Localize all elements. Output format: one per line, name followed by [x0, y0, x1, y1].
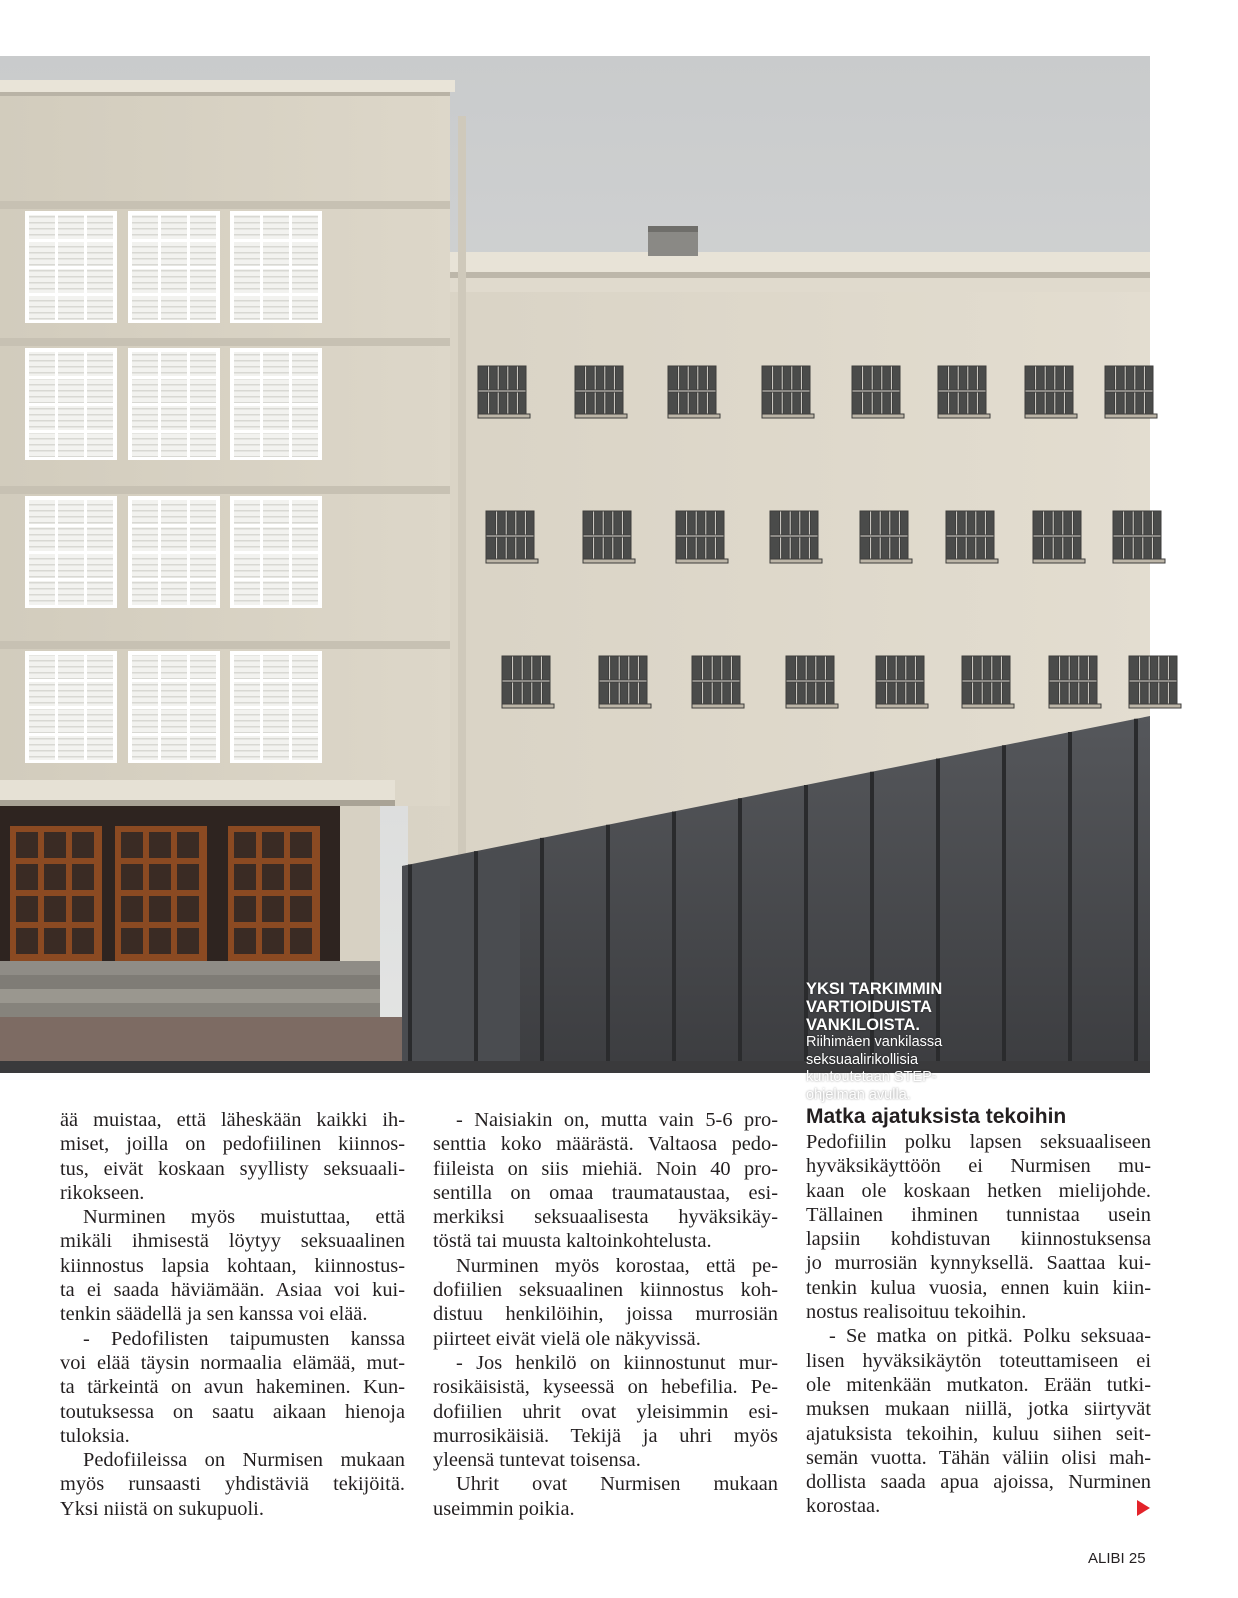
text-line: murrosikäisiä. Tekijä ja uhri myös — [433, 1424, 778, 1447]
text-line: ole mitenkään mutkaton. Erään tutki- — [806, 1373, 1151, 1396]
text-line: Tällainen ihminen tunnistaa usein — [806, 1203, 1151, 1226]
text-line: fiileista on siis miehiä. Noin 40 pro- — [433, 1157, 778, 1180]
text-line: yleensä tuntevat toisensa. — [433, 1449, 641, 1472]
text-line: distuu henkilöihin, joissa murrosiän — [433, 1303, 778, 1326]
text-line: tus, eivät koskaan syyllisty seksuaali- — [60, 1157, 405, 1180]
text-line: tenkin kulua vuosia, ennen kuin kiin- — [806, 1276, 1151, 1299]
caption-text-line: seksuaalirikollisia — [806, 1051, 919, 1068]
text-line: hyväksikäyttöön ei Nurmisen mu- — [806, 1155, 1151, 1178]
caption-text-line: kuntoutetaan STEP- — [806, 1069, 937, 1085]
text-line: ta ei saada häviämään. Asiaa voi kui- — [60, 1279, 405, 1302]
article-column-3 — [806, 1104, 1151, 1519]
text-line: nostus realisoituu tekoihin. — [806, 1301, 1027, 1324]
text-line: - Jos henkilö on kiinnostunut mur- — [456, 1351, 778, 1374]
text-line: - Pedofilisten taipumusten kanssa — [83, 1327, 405, 1350]
text-line: Pedofiileissa on Nurmisen mukaan — [83, 1449, 405, 1472]
text-line: muksen mukaan niillä, jotka siirtyvät — [806, 1398, 1151, 1421]
article-column-1 — [60, 1108, 405, 1521]
text-line: Uhrit ovat Nurmisen mukaan — [456, 1473, 778, 1496]
text-line: miset, joilla on pedofiilinen kiinnos- — [60, 1133, 405, 1156]
prison-building-illustration — [0, 56, 1150, 1073]
text-line: voi elää täysin normaalia elämää, mut- — [60, 1351, 405, 1374]
text-line: senttia koko määrästä. Valtaosa pedo- — [433, 1133, 778, 1156]
section-subhead: Matka ajatuksista tekoihin — [806, 1105, 1067, 1128]
text-line: lapsiin kohdistuvan kiinnostuksensa — [806, 1228, 1151, 1251]
text-line: dofiilien uhrit ovat yleisimmin esi- — [433, 1400, 778, 1423]
text-line: dollista saada apua ajoissa, Nurminen — [806, 1471, 1151, 1494]
article-column-2 — [433, 1108, 778, 1521]
text-line: ää muistaa, että läheskään kaikki ih- — [60, 1109, 405, 1131]
text-line: mikäli ihmisestä löytyy seksuaalinen — [60, 1230, 405, 1253]
text-line: töstä tai muusta kaltoinkohtelusta. — [433, 1230, 712, 1253]
text-line: Pedofiilin polku lapsen seksuaaliseen — [806, 1131, 1151, 1153]
text-line: ajatuksista tekoihin, kuluu siihen seit- — [806, 1422, 1151, 1445]
text-line: toutuksessa on saatu aikaan hienoja — [60, 1400, 405, 1423]
text-line: sentilla on omaa traumataustaa, esi- — [433, 1181, 778, 1204]
caption-text-line: ohjelman avulla. — [806, 1086, 911, 1103]
text-line: lisen hyväksikäytön toteuttamiseen ei — [806, 1349, 1151, 1372]
caption-heading-line: VANKILOISTA. — [806, 1016, 920, 1034]
text-line: dofiilien seksuaalinen kiinnostus koh- — [433, 1279, 778, 1302]
text-line: - Naisiakin on, mutta vain 5-6 pro- — [456, 1109, 778, 1131]
text-line: myös runsaasti yhdistäviä tekijöitä. — [60, 1473, 405, 1496]
text-line: ta tärkeintä on avun hakeminen. Kun- — [60, 1376, 405, 1399]
text-line: tenkin säädellä ja sen kanssa voi elää. — [60, 1303, 368, 1326]
text-line: - Se matka on pitkä. Polku seksuaa- — [829, 1325, 1151, 1348]
column-3-body — [806, 1130, 1151, 1519]
caption-heading-line: YKSI TARKIMMIN — [806, 980, 943, 998]
text-line: tuloksia. — [60, 1424, 130, 1447]
prison-photo — [0, 56, 1150, 1103]
text-line: Nurminen myös korostaa, että pe- — [456, 1254, 778, 1277]
caption-text-line: Riihimäen vankilassa — [806, 1034, 943, 1050]
text-line: merkiksi seksuaalisesta hyväksikäy- — [433, 1206, 778, 1229]
text-line: korostaa. — [806, 1495, 881, 1518]
text-line: rikokseen. — [60, 1181, 145, 1204]
caption-heading — [806, 980, 1006, 1034]
text-line: rosikäisistä, kyseessä on hebefilia. Pe- — [433, 1376, 778, 1399]
text-line: kaan ole koskaan hetken mielijohde. — [806, 1179, 1151, 1202]
page-footer: ALIBI 25 — [1088, 1550, 1146, 1567]
article-end-marker-icon — [1137, 1500, 1150, 1516]
text-line: jo murrosiän kynnyksellä. Saattaa kui- — [806, 1252, 1151, 1275]
text-line: piirteet eivät vielä ole näkyvissä. — [433, 1327, 701, 1350]
text-line: semän vuotta. Tähän väliin olisi mah- — [806, 1446, 1151, 1469]
photo-caption — [806, 980, 1006, 1104]
text-line: kiinnostus lapsia kohtaan, kiinnostus- — [60, 1254, 405, 1277]
caption-heading-line: VARTIOIDUISTA — [806, 998, 932, 1016]
text-line: Nurminen myös muistuttaa, että — [83, 1206, 405, 1229]
text-line: Yksi niistä on sukupuoli. — [60, 1497, 264, 1520]
text-line: useimmin poikia. — [433, 1497, 575, 1520]
